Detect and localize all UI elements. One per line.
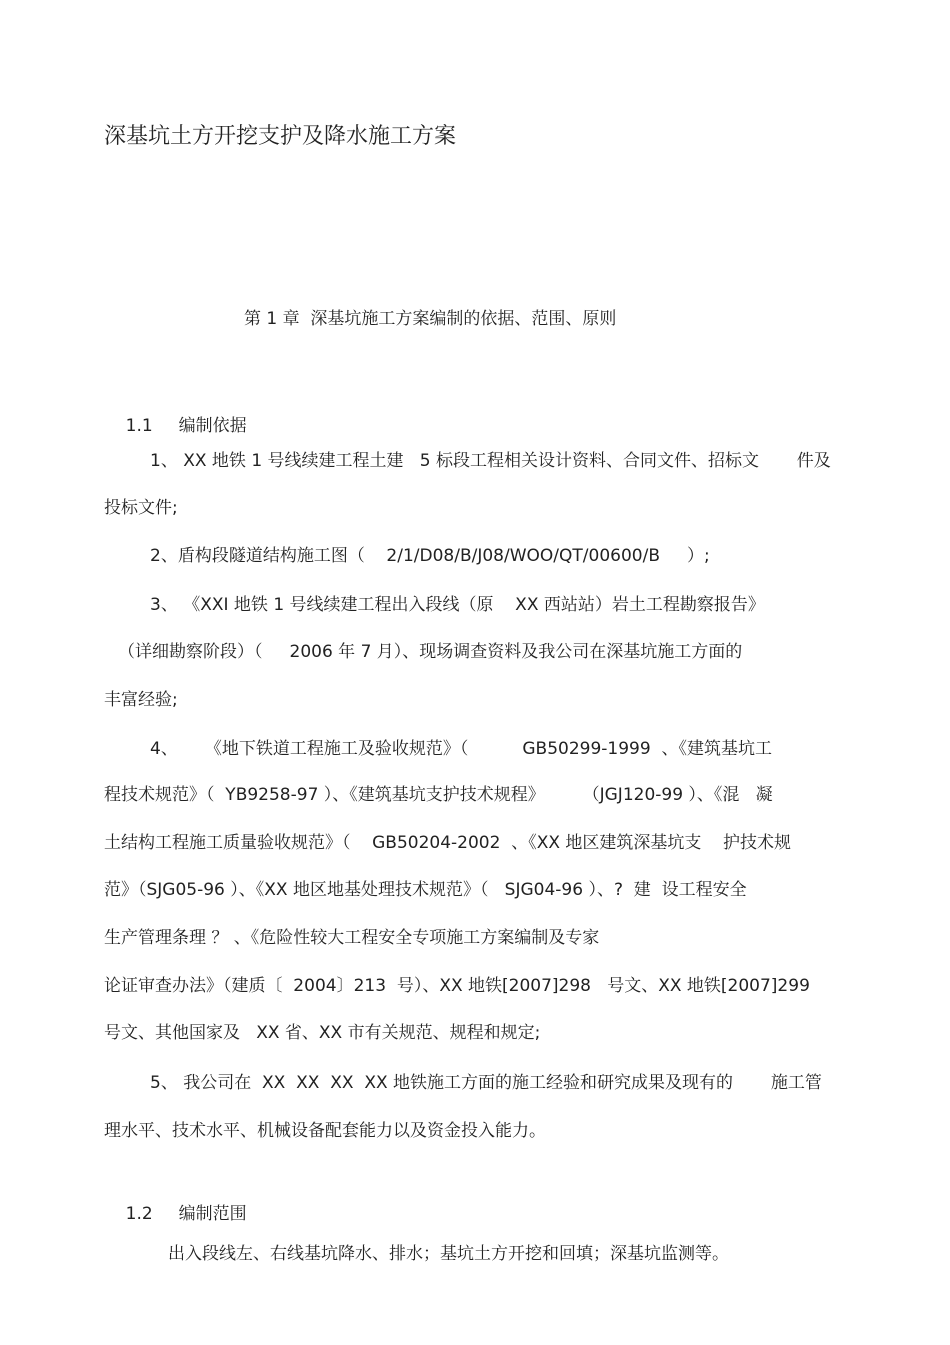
item-4-line-6: 论证审查办法》（建质〔 2004〕213 号）、XX 地铁[2007]298 号文、XX 地铁[2007]299 [104, 976, 810, 996]
section-number: 1.1 [125, 416, 153, 436]
document-title: 深基坑土方开挖支护及降水施工方案 [104, 124, 457, 149]
item-3-line-1: 3、 《XXI 地铁 1 号线续建工程出入段线（原 XX 西站站）岩土工程勘察报告》 [150, 595, 765, 615]
item-4-line-2: 程技术规范》（ YB9258-97 ）、《建筑基坑支护技术规程》 （JGJ120-99 ）、《混 凝 [104, 785, 773, 805]
item-4-line-5: 生产管理条理 ？ 、《危险性较大工程安全专项施工方案编制及专家 [104, 928, 600, 948]
item-1-line-2: 投标文件; [104, 498, 178, 518]
item-4-line-1: 4、 《地下铁道工程施工及验收规范》（ GB50299-1999 、《建筑基坑工 [150, 739, 772, 759]
section-1-2-body: 出入段线左、右线基坑降水、排水；基坑土方开挖和回填；深基坑监测等。 [168, 1244, 729, 1264]
item-1-line-1: 1、 XX 地铁 1 号线续建工程土建 5 标段工程相关设计资料、合同文件、招标文 件及 [150, 451, 831, 471]
item-5-line-1: 5、 我公司在 XX XX XX XX 地铁施工方面的施工经验和研究成果及现有的 施工管 [150, 1073, 822, 1093]
item-5-line-2: 理水平、技术水平、机械设备配套能力以及资金投入能力。 [104, 1121, 546, 1141]
item-3-line-2: （详细勘察阶段）（ 2006 年 7 月）、现场调查资料及我公司在深基坑施工方面的 [118, 642, 743, 662]
item-4-line-3: 土结构工程施工质量验收规范》（ GB50204-2002 、《XX 地区建筑深基坑支 护技术规 [104, 833, 792, 853]
chapter-heading: 第 1 章 深基坑施工方案编制的依据、范围、原则 [244, 309, 617, 329]
section-title: 编制范围 [178, 1204, 247, 1224]
section-1-1-heading [104, 396, 247, 456]
section-1-2-heading [104, 1184, 247, 1244]
item-4-line-4: 范》（SJG05-96 ）、《XX 地区地基处理技术规范》（ SJG04-96 ）、? 建 设工程安全 [104, 880, 747, 900]
item-3-line-3: 丰富经验; [104, 690, 178, 710]
item-2-line-1: 2、盾构段隧道结构施工图（ 2/1/D08/B/J08/WOO/QT/00600/B ）; [150, 546, 710, 566]
section-title: 编制依据 [178, 416, 247, 436]
section-number: 1.2 [125, 1204, 153, 1224]
item-4-line-7: 号文、其他国家及 XX 省、XX 市有关规范、规程和规定; [104, 1023, 541, 1043]
